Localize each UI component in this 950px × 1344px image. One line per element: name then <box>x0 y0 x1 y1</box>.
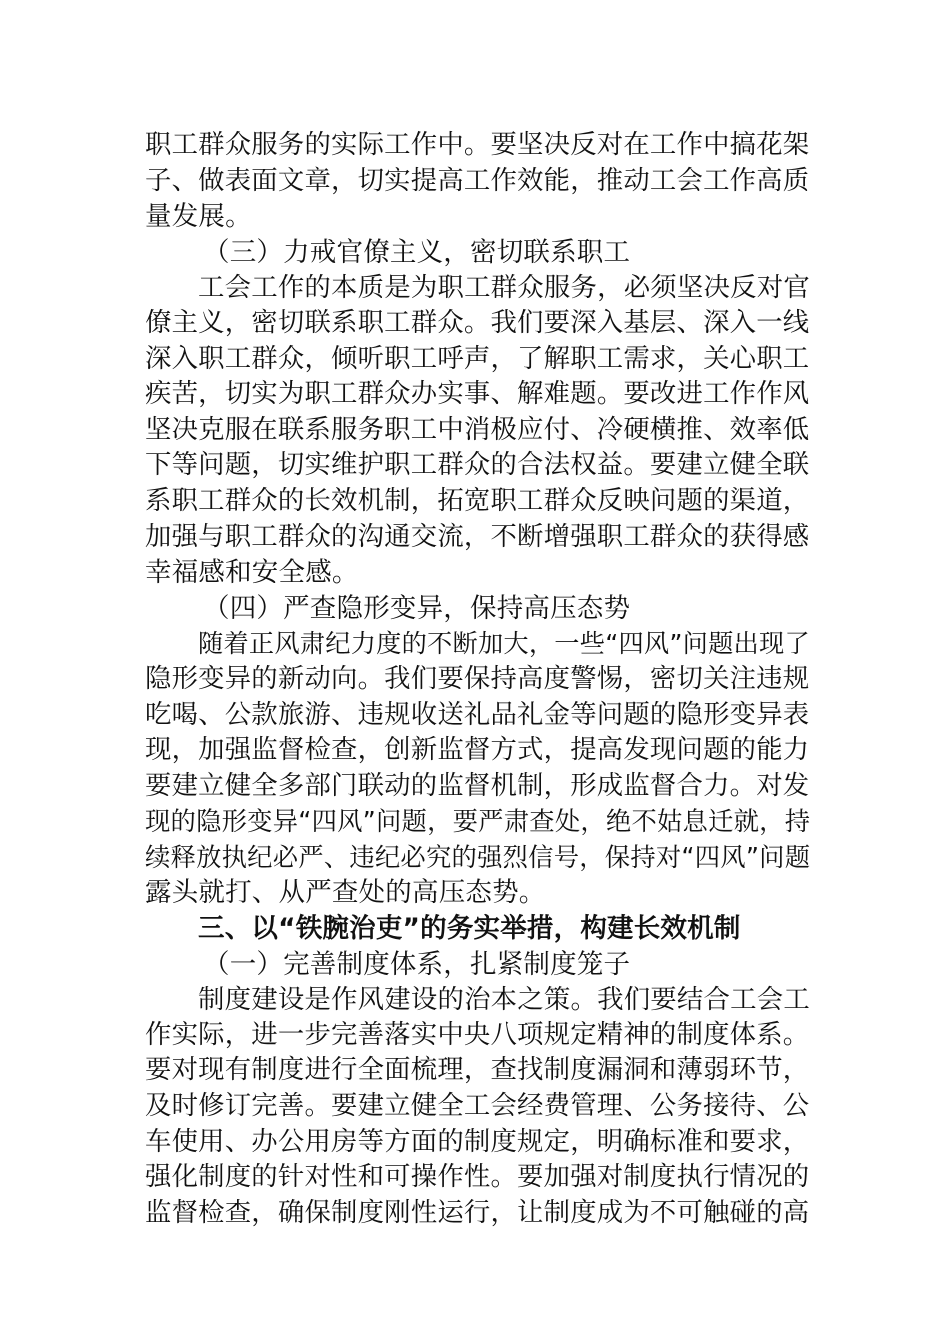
text-line: 及时修订完善。要建立健全工会经费管理、公务接待、公 <box>145 1091 810 1122</box>
body-text <box>145 128 810 1231</box>
paragraph-start-line: 制度建设是作风建设的治本之策。我们要结合工会工 <box>198 984 810 1016</box>
paragraph-start-line: 工会工作的本质是为职工群众服务，必须坚决反对官 <box>198 272 810 304</box>
text-line: 现的隐形变异“四风”问题，要严肃查处，绝不姑息迁就，持 <box>145 806 811 837</box>
text-line: 职工群众服务的实际工作中。要坚决反对在工作中搞花架 <box>145 130 810 160</box>
text-line: 车使用、办公用房等方面的制度规定，明确标准和要求， <box>145 1126 810 1157</box>
text-line: 吃喝、公款旅游、违规收送礼品礼金等问题的隐形变异表 <box>145 699 810 730</box>
text-line: 疾苦，切实为职工群众办实事、解难题。要改进工作作风 <box>145 379 810 410</box>
section-heading: 三、以“铁腕治吏”的务实举措，构建长效机制 <box>198 913 741 945</box>
text-line: 监督检查，确保制度刚性运行，让制度成为不可触碰的高 <box>145 1197 810 1228</box>
text-line: 强化制度的针对性和可操作性。要加强对制度执行情况的 <box>145 1162 810 1193</box>
text-line: 坚决克服在联系服务职工中消极应付、冷硬横推、效率低 <box>145 414 810 445</box>
paragraph-start-line: 随着正风肃纪力度的不断加大，一些“四风”问题出现了 <box>198 629 810 659</box>
text-line: 僚主义，密切联系职工群众。我们要深入基层、深入一线 <box>145 307 810 338</box>
subsection-heading: （四）严查隐形变异，保持高压态势 <box>203 592 631 624</box>
text-line: 作实际，进一步完善落实中央八项规定精神的制度体系。 <box>145 1019 810 1050</box>
text-line: 量发展。 <box>145 201 252 233</box>
text-line: 系职工群众的长效机制，拓宽职工群众反映问题的渠道， <box>145 485 810 516</box>
text-line: 加强与职工群众的沟通交流，不断增强职工群众的获得感 <box>145 521 810 552</box>
subsection-heading: （一）完善制度体系，扎紧制度笼子 <box>203 948 631 980</box>
text-line: 要建立健全多部门联动的监督机制，形成监督合力。对发 <box>145 770 810 801</box>
text-line: 露头就打、从严查处的高压态势。 <box>145 877 546 909</box>
text-line: 下等问题，切实维护职工群众的合法权益。要建立健全联 <box>145 450 810 481</box>
text-line: 幸福感和安全感。 <box>145 557 359 589</box>
text-line: 现，加强监督检查，创新监督方式，提高发现问题的能力 <box>145 735 810 766</box>
text-line: 深入职工群众，倾听职工呼声，了解职工需求，关心职工 <box>145 343 810 374</box>
text-line: 续释放执纪必严、违纪必究的强烈信号，保持对“四风”问题 <box>145 841 811 872</box>
text-line: 隐形变异的新动向。我们要保持高度警惕，密切关注违规 <box>145 663 810 694</box>
subsection-heading: （三）力戒官僚主义，密切联系职工 <box>203 236 631 268</box>
text-line: 要对现有制度进行全面梳理，查找制度漏洞和薄弱环节， <box>145 1055 810 1086</box>
text-line: 子、做表面文章，切实提高工作效能，推动工会工作高质 <box>145 165 810 196</box>
